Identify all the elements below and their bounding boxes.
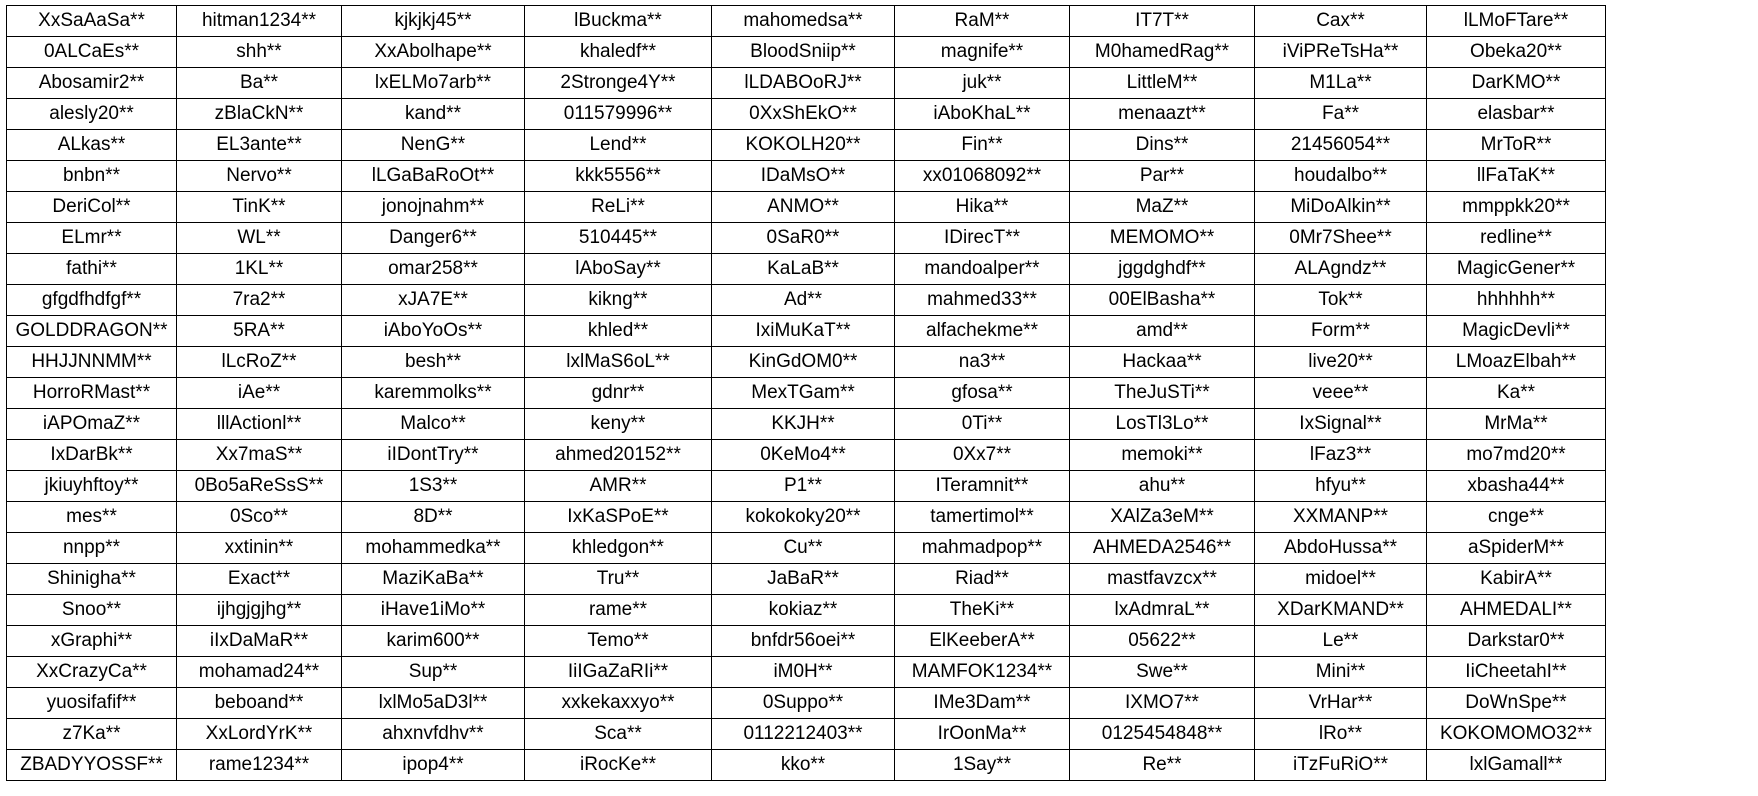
table-row xyxy=(7,688,1606,719)
table-cell[interactable]: AHMEDALI** xyxy=(1427,595,1606,626)
table-cell[interactable]: TinK** xyxy=(177,192,342,223)
table-cell[interactable]: IiCheetahI** xyxy=(1427,657,1606,688)
table-cell[interactable]: midoel** xyxy=(1255,564,1427,595)
table-cell[interactable]: AHMEDA2546** xyxy=(1070,533,1255,564)
table-cell[interactable]: mo7md20** xyxy=(1427,440,1606,471)
table-cell[interactable]: ITeramnit** xyxy=(895,471,1070,502)
table-cell[interactable]: jonojnahm** xyxy=(342,192,525,223)
table-cell[interactable]: 1S3** xyxy=(342,471,525,502)
table-cell[interactable]: xbasha44** xyxy=(1427,471,1606,502)
table-cell[interactable]: ZBADYYOSSF** xyxy=(7,750,177,781)
table-cell[interactable]: Abosamir2** xyxy=(7,68,177,99)
table-cell[interactable]: gdnr** xyxy=(525,378,712,409)
table-cell[interactable]: mes** xyxy=(7,502,177,533)
table-cell[interactable]: MrToR** xyxy=(1427,130,1606,161)
table-cell[interactable]: Cax** xyxy=(1255,6,1427,37)
table-cell[interactable]: KOKOLH20** xyxy=(712,130,895,161)
table-cell[interactable]: iAboKhaL** xyxy=(895,99,1070,130)
table-cell[interactable]: veee** xyxy=(1255,378,1427,409)
table-cell[interactable]: alfachekme** xyxy=(895,316,1070,347)
table-cell[interactable]: 0Mr7Shee** xyxy=(1255,223,1427,254)
table-cell[interactable]: lLGaBaRoOt** xyxy=(342,161,525,192)
table-row xyxy=(7,254,1606,285)
table-cell[interactable]: mohamad24** xyxy=(177,657,342,688)
table-cell[interactable]: Ka** xyxy=(1427,378,1606,409)
table-cell[interactable]: MrMa** xyxy=(1427,409,1606,440)
table-cell[interactable]: mastfavzcx** xyxy=(1070,564,1255,595)
table-row xyxy=(7,595,1606,626)
table-cell[interactable]: ELmr** xyxy=(7,223,177,254)
table-cell[interactable]: kko** xyxy=(712,750,895,781)
table-cell[interactable]: MiDoAlkin** xyxy=(1255,192,1427,223)
table-cell[interactable]: VrHar** xyxy=(1255,688,1427,719)
table-cell[interactable]: mandoalper** xyxy=(895,254,1070,285)
table-cell[interactable]: MagicDevli** xyxy=(1427,316,1606,347)
table-cell[interactable]: aSpiderM** xyxy=(1427,533,1606,564)
table-cell[interactable]: iAboYoOs** xyxy=(342,316,525,347)
table-cell[interactable]: hitman1234** xyxy=(177,6,342,37)
table-cell[interactable]: TheJuSTi** xyxy=(1070,378,1255,409)
table-cell[interactable]: karemmolks** xyxy=(342,378,525,409)
table-cell[interactable]: IxiMuKaT** xyxy=(712,316,895,347)
table-cell[interactable]: LosTl3Lo** xyxy=(1070,409,1255,440)
table-cell[interactable]: Sca** xyxy=(525,719,712,750)
table-cell[interactable]: ahmed20152** xyxy=(525,440,712,471)
table-cell[interactable]: karim600** xyxy=(342,626,525,657)
table-cell[interactable]: 2Stronge4Y** xyxy=(525,68,712,99)
table-cell[interactable]: iRocKe** xyxy=(525,750,712,781)
table-cell[interactable]: AMR** xyxy=(525,471,712,502)
table-cell[interactable]: Ba** xyxy=(177,68,342,99)
table-cell[interactable]: Exact** xyxy=(177,564,342,595)
table-cell[interactable]: iAPOmaZ** xyxy=(7,409,177,440)
table-cell[interactable]: Xx7maS** xyxy=(177,440,342,471)
table-cell[interactable]: Mini** xyxy=(1255,657,1427,688)
table-cell[interactable]: mmppkk20** xyxy=(1427,192,1606,223)
table-cell[interactable]: IxDarBk** xyxy=(7,440,177,471)
table-cell[interactable]: Par** xyxy=(1070,161,1255,192)
table-cell[interactable]: 0ALCaEs** xyxy=(7,37,177,68)
table-cell[interactable]: IDirecT** xyxy=(895,223,1070,254)
table-cell[interactable]: keny** xyxy=(525,409,712,440)
table-cell[interactable]: khaledf** xyxy=(525,37,712,68)
table-cell[interactable]: GOLDDRAGON** xyxy=(7,316,177,347)
table-cell[interactable]: 0125454848** xyxy=(1070,719,1255,750)
table-cell[interactable]: MAMFOK1234** xyxy=(895,657,1070,688)
table-cell[interactable]: ALkas** xyxy=(7,130,177,161)
table-cell[interactable]: lxlMo5aD3l** xyxy=(342,688,525,719)
table-cell[interactable]: lRo** xyxy=(1255,719,1427,750)
table-cell[interactable]: JaBaR** xyxy=(712,564,895,595)
table-row xyxy=(7,657,1606,688)
table-cell[interactable]: hhhhhh** xyxy=(1427,285,1606,316)
username-table xyxy=(6,5,1606,781)
table-cell[interactable]: TheKi** xyxy=(895,595,1070,626)
table-cell[interactable]: menaazt** xyxy=(1070,99,1255,130)
table-cell[interactable]: IDaMsO** xyxy=(712,161,895,192)
table-cell[interactable]: XDarKMAND** xyxy=(1255,595,1427,626)
table-cell[interactable]: 0KeMo4** xyxy=(712,440,895,471)
table-cell[interactable]: MagicGener** xyxy=(1427,254,1606,285)
table-cell[interactable]: Fa** xyxy=(1255,99,1427,130)
table-cell[interactable]: kokiaz** xyxy=(712,595,895,626)
table-cell[interactable]: 7ra2** xyxy=(177,285,342,316)
table-cell[interactable]: 1KL** xyxy=(177,254,342,285)
table-cell[interactable]: KOKOMOMO32** xyxy=(1427,719,1606,750)
table-cell[interactable]: bnbn** xyxy=(7,161,177,192)
table-cell[interactable]: iM0H** xyxy=(712,657,895,688)
table-cell[interactable]: fathi** xyxy=(7,254,177,285)
table-cell[interactable]: MaZ** xyxy=(1070,192,1255,223)
table-cell[interactable]: KKJH** xyxy=(712,409,895,440)
table-cell[interactable]: BloodSniip** xyxy=(712,37,895,68)
table-cell[interactable]: kjkjkj45** xyxy=(342,6,525,37)
table-cell[interactable]: Le** xyxy=(1255,626,1427,657)
table-row xyxy=(7,471,1606,502)
table-cell[interactable]: AbdoHussa** xyxy=(1255,533,1427,564)
table-cell[interactable]: Riad** xyxy=(895,564,1070,595)
table-cell[interactable]: xxtinin** xyxy=(177,533,342,564)
table-cell[interactable]: houdalbo** xyxy=(1255,161,1427,192)
table-cell[interactable]: MexTGam** xyxy=(712,378,895,409)
table-cell[interactable]: tamertimol** xyxy=(895,502,1070,533)
table-cell[interactable]: mahomedsa** xyxy=(712,6,895,37)
table-cell[interactable]: DarKMO** xyxy=(1427,68,1606,99)
table-cell[interactable]: lBuckma** xyxy=(525,6,712,37)
table-cell[interactable]: P1** xyxy=(712,471,895,502)
table-cell[interactable]: M0hamedRag** xyxy=(1070,37,1255,68)
table-row xyxy=(7,533,1606,564)
table-cell[interactable]: XxLordYrK** xyxy=(177,719,342,750)
table-cell[interactable]: gfosa** xyxy=(895,378,1070,409)
table-cell[interactable]: Ad** xyxy=(712,285,895,316)
table-row xyxy=(7,502,1606,533)
table-cell[interactable]: ijhgjgjhg** xyxy=(177,595,342,626)
table-cell[interactable]: DoWnSpe** xyxy=(1427,688,1606,719)
table-cell[interactable]: KinGdOM0** xyxy=(712,347,895,378)
table-cell[interactable]: lxlGamall** xyxy=(1427,750,1606,781)
table-cell[interactable]: HHJJNNMM** xyxy=(7,347,177,378)
table-cell[interactable]: na3** xyxy=(895,347,1070,378)
table-row xyxy=(7,440,1606,471)
table-cell[interactable]: 011579996** xyxy=(525,99,712,130)
table-cell[interactable]: ReLi** xyxy=(525,192,712,223)
table-cell[interactable]: Tok** xyxy=(1255,285,1427,316)
table-cell[interactable]: lAboSay** xyxy=(525,254,712,285)
table-cell[interactable]: KabirA** xyxy=(1427,564,1606,595)
table-cell[interactable]: alesly20** xyxy=(7,99,177,130)
table-cell[interactable]: WL** xyxy=(177,223,342,254)
table-cell[interactable]: beboand** xyxy=(177,688,342,719)
table-cell[interactable]: ipop4** xyxy=(342,750,525,781)
table-cell[interactable]: ALAgndz** xyxy=(1255,254,1427,285)
table-cell[interactable]: rame1234** xyxy=(177,750,342,781)
table-cell[interactable]: IMe3Dam** xyxy=(895,688,1070,719)
table-cell[interactable]: Swe** xyxy=(1070,657,1255,688)
table-cell[interactable]: IiIGaZaRIi** xyxy=(525,657,712,688)
table-cell[interactable]: Shinigha** xyxy=(7,564,177,595)
table-cell[interactable]: mahmed33** xyxy=(895,285,1070,316)
table-row xyxy=(7,626,1606,657)
table-cell[interactable]: kikng** xyxy=(525,285,712,316)
table-cell[interactable]: XxSaAaSa** xyxy=(7,6,177,37)
table-row xyxy=(7,68,1606,99)
table-cell[interactable]: 0Sco** xyxy=(177,502,342,533)
table-cell[interactable]: IXMO7** xyxy=(1070,688,1255,719)
table-cell[interactable]: 0SaR0** xyxy=(712,223,895,254)
table-cell[interactable]: xxkekaxxyo** xyxy=(525,688,712,719)
table-cell[interactable]: Cu** xyxy=(712,533,895,564)
table-cell[interactable]: NenG** xyxy=(342,130,525,161)
table-cell[interactable]: EL3ante** xyxy=(177,130,342,161)
table-cell[interactable]: Fin** xyxy=(895,130,1070,161)
table-cell[interactable]: 8D** xyxy=(342,502,525,533)
table-cell[interactable]: lFaz3** xyxy=(1255,440,1427,471)
table-row xyxy=(7,409,1606,440)
table-cell[interactable]: 21456054** xyxy=(1255,130,1427,161)
table-cell[interactable]: zBlaCkN** xyxy=(177,99,342,130)
table-row xyxy=(7,316,1606,347)
table-cell[interactable]: iHave1iMo** xyxy=(342,595,525,626)
table-cell[interactable]: nnpp** xyxy=(7,533,177,564)
table-cell[interactable]: ANMO** xyxy=(712,192,895,223)
table-cell[interactable]: cnge** xyxy=(1427,502,1606,533)
table-cell[interactable]: z7Ka** xyxy=(7,719,177,750)
table-cell[interactable]: Lend** xyxy=(525,130,712,161)
table-cell[interactable]: 0Ti** xyxy=(895,409,1070,440)
table-row xyxy=(7,6,1606,37)
table-cell[interactable]: memoki** xyxy=(1070,440,1255,471)
table-cell[interactable]: XxCrazyCa** xyxy=(7,657,177,688)
table-cell[interactable]: Hika** xyxy=(895,192,1070,223)
table-cell[interactable]: xJA7E** xyxy=(342,285,525,316)
table-row xyxy=(7,719,1606,750)
table-cell[interactable]: Form** xyxy=(1255,316,1427,347)
table-cell[interactable]: M1La** xyxy=(1255,68,1427,99)
table-cell[interactable]: yuosifafif** xyxy=(7,688,177,719)
table-cell[interactable]: Nervo** xyxy=(177,161,342,192)
table-cell[interactable]: 510445** xyxy=(525,223,712,254)
table-cell[interactable]: gfgdfhdfgf** xyxy=(7,285,177,316)
table-cell[interactable]: khledgon** xyxy=(525,533,712,564)
table-cell[interactable]: Temo** xyxy=(525,626,712,657)
table-row xyxy=(7,37,1606,68)
table-cell[interactable]: ElKeeberA** xyxy=(895,626,1070,657)
table-cell[interactable]: ahxnvfdhv** xyxy=(342,719,525,750)
table-cell[interactable]: lxAdmraL** xyxy=(1070,595,1255,626)
table-cell[interactable]: 0XxShEkO** xyxy=(712,99,895,130)
table-cell[interactable]: lLcRoZ** xyxy=(177,347,342,378)
table-cell[interactable]: kand** xyxy=(342,99,525,130)
table-cell[interactable]: khled** xyxy=(525,316,712,347)
table-cell[interactable]: llFaTaK** xyxy=(1427,161,1606,192)
table-cell[interactable]: iViPReTsHa** xyxy=(1255,37,1427,68)
table-cell[interactable]: IxSignal** xyxy=(1255,409,1427,440)
table-cell[interactable]: Hackaa** xyxy=(1070,347,1255,378)
table-cell[interactable]: KaLaB** xyxy=(712,254,895,285)
table-cell[interactable]: iIxDaMaR** xyxy=(177,626,342,657)
table-cell[interactable]: Tru** xyxy=(525,564,712,595)
table-cell[interactable]: bnfdr56oei** xyxy=(712,626,895,657)
table-cell[interactable]: lxELMo7arb** xyxy=(342,68,525,99)
table-cell[interactable]: ahu** xyxy=(1070,471,1255,502)
table-cell[interactable]: hfyu** xyxy=(1255,471,1427,502)
table-cell[interactable]: 5RA** xyxy=(177,316,342,347)
table-cell[interactable]: amd** xyxy=(1070,316,1255,347)
table-row xyxy=(7,347,1606,378)
table-cell[interactable]: Snoo** xyxy=(7,595,177,626)
table-cell[interactable]: elasbar** xyxy=(1427,99,1606,130)
table-cell[interactable]: IT7T** xyxy=(1070,6,1255,37)
table-cell[interactable]: iAe** xyxy=(177,378,342,409)
table-row xyxy=(7,285,1606,316)
table-cell[interactable]: HorroRMast** xyxy=(7,378,177,409)
table-cell[interactable]: kokokoky20** xyxy=(712,502,895,533)
table-cell[interactable]: lxlMaS6oL** xyxy=(525,347,712,378)
table-row xyxy=(7,161,1606,192)
table-row xyxy=(7,564,1606,595)
table-cell[interactable]: XAlZa3eM** xyxy=(1070,502,1255,533)
table-cell[interactable]: Danger6** xyxy=(342,223,525,254)
table-cell[interactable]: jggdghdf** xyxy=(1070,254,1255,285)
table-cell[interactable]: iTzFuRiO** xyxy=(1255,750,1427,781)
table-cell[interactable]: lllActionl** xyxy=(177,409,342,440)
table-cell[interactable]: lLMoFTare** xyxy=(1427,6,1606,37)
table-cell[interactable]: MaziKaBa** xyxy=(342,564,525,595)
table-cell[interactable]: redline** xyxy=(1427,223,1606,254)
table-cell[interactable]: live20** xyxy=(1255,347,1427,378)
table-cell[interactable]: lLDABOoRJ** xyxy=(712,68,895,99)
table-cell[interactable]: rame** xyxy=(525,595,712,626)
table-cell[interactable]: 0112212403** xyxy=(712,719,895,750)
table-cell[interactable]: shh** xyxy=(177,37,342,68)
table-cell[interactable]: omar258** xyxy=(342,254,525,285)
table-cell[interactable]: xx01068092** xyxy=(895,161,1070,192)
table-cell[interactable]: 05622** xyxy=(1070,626,1255,657)
table-cell[interactable]: jkiuyhftoy** xyxy=(7,471,177,502)
table-row xyxy=(7,378,1606,409)
table-cell[interactable]: Obeka20** xyxy=(1427,37,1606,68)
table-cell[interactable]: 00ElBasha** xyxy=(1070,285,1255,316)
table-cell[interactable]: besh** xyxy=(342,347,525,378)
table-cell[interactable]: LittleM** xyxy=(1070,68,1255,99)
table-cell[interactable]: mohammedka** xyxy=(342,533,525,564)
table-cell[interactable]: kkk5556** xyxy=(525,161,712,192)
table-cell[interactable]: Sup** xyxy=(342,657,525,688)
table-cell[interactable]: Dins** xyxy=(1070,130,1255,161)
table-cell[interactable]: IrOonMa** xyxy=(895,719,1070,750)
table-cell[interactable]: 0Bo5aReSsS** xyxy=(177,471,342,502)
table-cell[interactable]: MEMOMO** xyxy=(1070,223,1255,254)
table-cell[interactable]: 1Say** xyxy=(895,750,1070,781)
table-cell[interactable]: XXMANP** xyxy=(1255,502,1427,533)
table-cell[interactable]: Re** xyxy=(1070,750,1255,781)
table-cell[interactable]: 0Xx7** xyxy=(895,440,1070,471)
table-cell[interactable]: Darkstar0** xyxy=(1427,626,1606,657)
table-row xyxy=(7,192,1606,223)
table-cell[interactable]: RaM** xyxy=(895,6,1070,37)
table-cell[interactable]: juk** xyxy=(895,68,1070,99)
table-cell[interactable]: DeriCol** xyxy=(7,192,177,223)
table-cell[interactable]: iIDontTry** xyxy=(342,440,525,471)
table-cell[interactable]: mahmadpop** xyxy=(895,533,1070,564)
table-cell[interactable]: XxAbolhape** xyxy=(342,37,525,68)
table-row xyxy=(7,99,1606,130)
table-row xyxy=(7,750,1606,781)
table-cell[interactable]: Malco** xyxy=(342,409,525,440)
table-row xyxy=(7,130,1606,161)
table-cell[interactable]: IxKaSPoE** xyxy=(525,502,712,533)
table-cell[interactable]: xGraphi** xyxy=(7,626,177,657)
table-cell[interactable]: 0Suppo** xyxy=(712,688,895,719)
table-body xyxy=(7,6,1606,781)
table-row xyxy=(7,223,1606,254)
table-cell[interactable]: magnife** xyxy=(895,37,1070,68)
table-cell[interactable]: LMoazElbah** xyxy=(1427,347,1606,378)
